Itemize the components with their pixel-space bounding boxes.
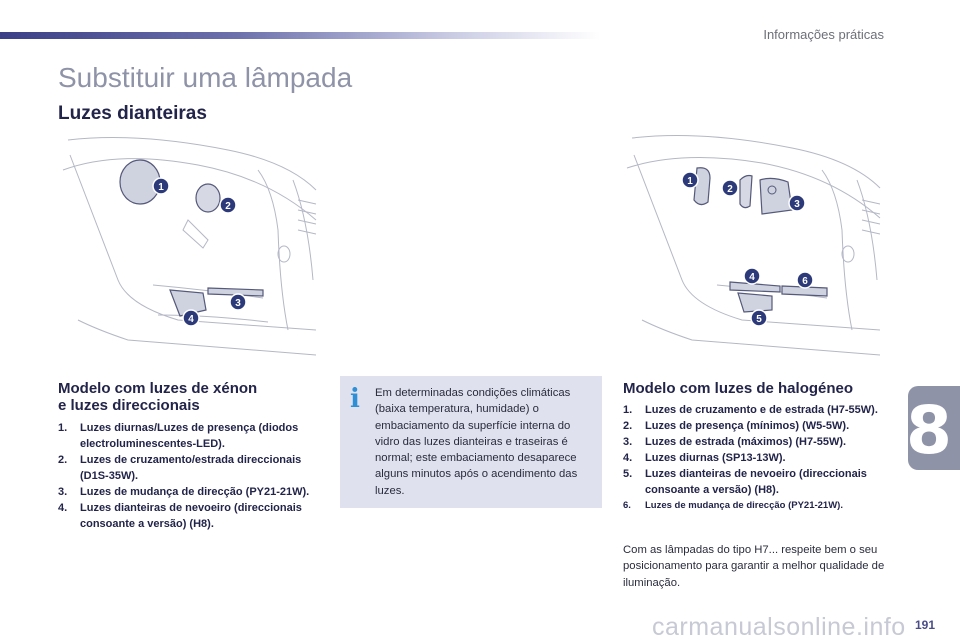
item-text: Luzes diurnas (SP13-13W). bbox=[645, 452, 786, 464]
page-number: 191 bbox=[915, 618, 936, 632]
item-text: Luzes de presença (mínimos) (W5-5W). bbox=[645, 420, 850, 432]
item-number: 2. bbox=[623, 420, 633, 432]
xenon-headlamp-illustration bbox=[58, 130, 320, 362]
info-note-box bbox=[340, 376, 602, 508]
svg-text:3: 3 bbox=[235, 298, 241, 309]
halogen-headlamp-illustration bbox=[622, 130, 884, 362]
xenon-bulb-list bbox=[58, 420, 320, 532]
item-number: 1. bbox=[623, 404, 633, 416]
callout-3 bbox=[230, 294, 246, 310]
item-number: 6. bbox=[623, 500, 631, 511]
callout-1 bbox=[153, 178, 169, 194]
item-text: Luzes diurnas/Luzes de presença (diodos electroluminescentes-LED). bbox=[80, 422, 299, 450]
item-text: Luzes de cruzamento/estrada direccionais (D1S-35W). bbox=[80, 454, 302, 482]
callout-4 bbox=[183, 310, 199, 326]
section-label: Informações práticas bbox=[763, 27, 884, 42]
callout-2 bbox=[722, 180, 738, 196]
callout-6 bbox=[797, 272, 813, 288]
halogen-model-heading: Modelo com luzes de halogéneo bbox=[623, 380, 854, 397]
list-item bbox=[58, 500, 320, 532]
item-number: 5. bbox=[623, 468, 633, 480]
callout-4 bbox=[744, 268, 760, 284]
list-item bbox=[623, 450, 888, 466]
item-number: 2. bbox=[58, 454, 68, 466]
info-icon: i bbox=[350, 384, 360, 414]
item-number: 3. bbox=[58, 486, 68, 498]
item-number: 3. bbox=[623, 436, 633, 448]
item-number: 1. bbox=[58, 422, 68, 434]
callout-5 bbox=[751, 310, 767, 326]
callout-2 bbox=[220, 197, 236, 213]
h7-positioning-note: Com as lâmpadas do tipo H7... respeite bem o seu posicionamento para garantir a melhor qualidade de iluminação. bbox=[623, 544, 885, 589]
item-text: Luzes dianteiras de nevoeiro (direccionais consoante a versão) (H8). bbox=[645, 468, 867, 496]
list-item bbox=[623, 402, 888, 418]
list-item bbox=[623, 498, 888, 514]
xenon-model-heading bbox=[58, 380, 318, 414]
list-item bbox=[623, 418, 888, 434]
xenon-heading-text: Modelo com luzes de xénon e luzes direccionais bbox=[58, 380, 258, 414]
callout-1 bbox=[682, 172, 698, 188]
svg-text:6: 6 bbox=[802, 276, 808, 287]
svg-text:5: 5 bbox=[756, 314, 762, 325]
svg-text:3: 3 bbox=[794, 199, 800, 210]
halogen-bulb-list bbox=[623, 402, 888, 514]
list-item bbox=[58, 420, 320, 452]
section-subtitle: Luzes dianteiras bbox=[58, 103, 207, 124]
list-item bbox=[58, 452, 320, 484]
svg-text:1: 1 bbox=[687, 176, 693, 187]
item-text: Luzes de estrada (máximos) (H7-55W). bbox=[645, 436, 847, 448]
item-text: Luzes de mudança de direcção (PY21-21W). bbox=[645, 500, 843, 511]
page-title: Substituir uma lâmpada bbox=[58, 62, 353, 93]
list-item bbox=[623, 466, 888, 498]
svg-text:2: 2 bbox=[225, 201, 231, 212]
chapter-number: 8 bbox=[906, 392, 952, 469]
info-note-text: Em determinadas condições climáticas (baixa temperatura, humidade) o embaciamento da superfície interna do vidro das luzes dianteiras e traseiras é normal; este embaciamento desaparece alguns minutos após o acendimento das luzes. bbox=[375, 387, 578, 497]
header-gradient-bar bbox=[0, 32, 600, 39]
watermark: carmanualsonline.info bbox=[652, 613, 906, 641]
item-text: Luzes de cruzamento e de estrada (H7-55W). bbox=[645, 404, 878, 416]
svg-text:2: 2 bbox=[727, 184, 733, 195]
svg-text:4: 4 bbox=[188, 314, 194, 325]
item-number: 4. bbox=[623, 452, 633, 464]
item-text: Luzes de mudança de direcção (PY21-21W). bbox=[80, 486, 310, 498]
item-text: Luzes dianteiras de nevoeiro (direccionais consoante a versão) (H8). bbox=[80, 502, 302, 530]
svg-text:4: 4 bbox=[749, 272, 755, 283]
callout-3 bbox=[789, 195, 805, 211]
item-number: 4. bbox=[58, 502, 68, 514]
svg-text:1: 1 bbox=[158, 182, 164, 193]
list-item bbox=[623, 434, 888, 450]
list-item bbox=[58, 484, 320, 500]
